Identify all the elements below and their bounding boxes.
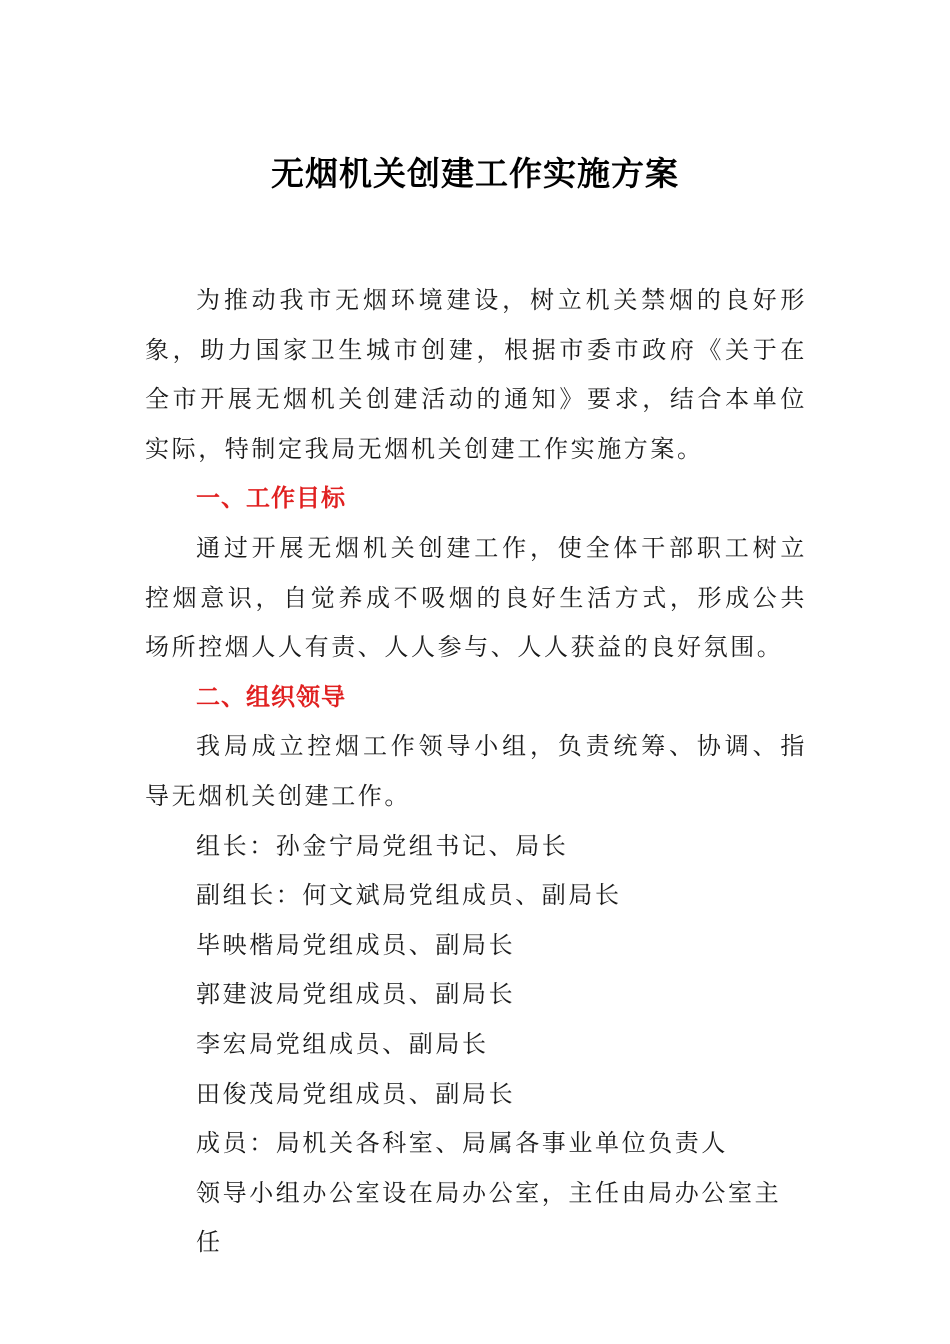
member-line-deputy: 毕映楷局党组成员、副局长 [196, 930, 516, 959]
member-line-members: 成员：局机关各科室、局属各事业单位负责人 [196, 1129, 728, 1158]
leadership-paragraph: 我局成立控烟工作领导小组，负责统筹、协调、指导无烟机关创建工作。 [145, 732, 807, 810]
member-line-deputy: 田俊茂局党组成员、副局长 [196, 1079, 516, 1108]
member-line-deputy: 郭建波局党组成员、副局长 [196, 980, 516, 1009]
member-line-deputy: 李宏局党组成员、副局长 [196, 1029, 489, 1058]
member-line-leader: 组长：孙金宁局党组书记、局长 [196, 831, 569, 860]
goals-paragraph: 通过开展无烟机关创建工作，使全体干部职工树立控烟意识，自觉养成不吸烟的良好生活方式，形成公共场所控烟人人有责、人人参与、人人获益的良好氛围。 [145, 533, 807, 662]
document-title: 无烟机关创建工作实施方案 [271, 154, 679, 193]
member-line-deputy-leader: 副组长：何文斌局党组成员、副局长 [196, 881, 622, 910]
intro-paragraph: 为推动我市无烟环境建设，树立机关禁烟的良好形象，助力国家卫生城市创建，根据市委市政府《关于在全市开展无烟机关创建活动的通知》要求，结合本单位实际，特制定我局无烟机关创建工作实施方案。 [145, 286, 807, 463]
document-body [145, 276, 807, 1268]
office-paragraph: 领导小组办公室设在局办公室，主任由局办公室主任 [196, 1178, 782, 1257]
section-heading-goals: 一、工作目标 [196, 484, 346, 513]
section-heading-leadership: 二、组织领导 [196, 682, 346, 711]
